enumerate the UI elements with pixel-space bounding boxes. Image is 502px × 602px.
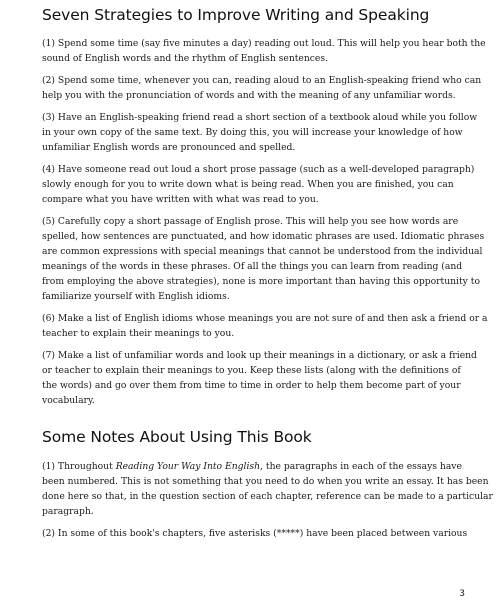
page-number: 3 (459, 589, 465, 599)
text-line: spelled, how sentences are punctuated, and how idomatic phrases are used. Idiomatic phrases (42, 231, 485, 242)
text-line: help you with the pronunciation of words and with the meaning of any unfamiliar words. (42, 90, 456, 101)
strategy-paragraph-6 (42, 311, 488, 341)
text-fragment: , the paragraphs in each of the essays have (260, 461, 462, 472)
text-line: the words) and go over them from time to time in order to help them become part of your (42, 380, 461, 391)
strategy-paragraph-2 (42, 73, 482, 103)
text-line: done here so that, in the question section of each chapter, reference can be made to a particular (42, 491, 493, 502)
text-line: from employing the above strategies), none is more important than having this opportunity to (42, 276, 481, 287)
strategy-paragraph-7 (42, 348, 477, 408)
book-title-italic: Reading Your Way Into English (115, 461, 261, 472)
strategy-paragraph-3 (42, 110, 478, 155)
text-line: in your own copy of the same text. By doing this, you will increase your knowledge of how (42, 127, 463, 138)
text-line: slowly enough for you to write down what is being read. When you are finished, you can (42, 179, 454, 190)
text-line (42, 459, 464, 474)
strategies-list (42, 36, 488, 408)
text-line: (5) Carefully copy a short passage of English prose. This will help you see how words are (42, 216, 459, 227)
section-title-notes: Some Notes About Using This Book (42, 428, 312, 446)
text-line: are common expressions with special meanings that cannot be understood from the individual (42, 246, 483, 257)
text-line: paragraph. (42, 506, 94, 517)
text-line: or teacher to explain their meanings to you. Keep these lists (along with the definitions of (42, 365, 461, 376)
text-line: sound of English words and the rhythm of English sentences. (42, 53, 328, 64)
text-line: (2) In some of this book's chapters, five asterisks (*****) have been placed between various (42, 528, 468, 539)
text-line: familiarize yourself with English idioms. (42, 291, 230, 302)
text-line: been numbered. This is not something that you need to do when you write an essay. It has been (42, 476, 489, 487)
note-paragraph-1 (42, 459, 493, 519)
text-line: teacher to explain their meanings to you. (42, 328, 235, 339)
text-line: (6) Make a list of English idioms whose meanings you are not sure of and then ask a friend or a (42, 313, 488, 324)
text-line: (3) Have an English-speaking friend read a short section of a textbook aloud while you follow (42, 112, 478, 123)
text-line: (7) Make a list of unfamiliar words and look up their meanings in a dictionary, or ask a friend (42, 350, 477, 361)
strategy-paragraph-4 (42, 162, 475, 207)
section-title-strategies: Seven Strategies to Improve Writing and Speaking (42, 6, 430, 24)
text-line: meanings of the words in these phrases. Of all the things you can learn from reading (and (42, 261, 463, 272)
text-line: vocabulary. (42, 395, 95, 406)
notes-list (42, 459, 493, 541)
text-line: (2) Spend some time, whenever you can, reading aloud to an English-speaking friend who can (42, 75, 482, 86)
note-paragraph-2 (42, 526, 468, 541)
strategy-paragraph-1 (42, 36, 486, 66)
text-line: (1) Spend some time (say five minutes a day) reading out loud. This will help you hear both the (42, 38, 486, 49)
strategy-paragraph-5 (42, 214, 485, 304)
text-fragment: (1) Throughout (42, 461, 116, 472)
text-line: (4) Have someone read out loud a short prose passage (such as a well-developed paragraph) (42, 164, 475, 175)
text-line: compare what you have written with what was read to you. (42, 194, 319, 205)
text-line: unfamiliar English words are pronounced and spelled. (42, 142, 296, 153)
